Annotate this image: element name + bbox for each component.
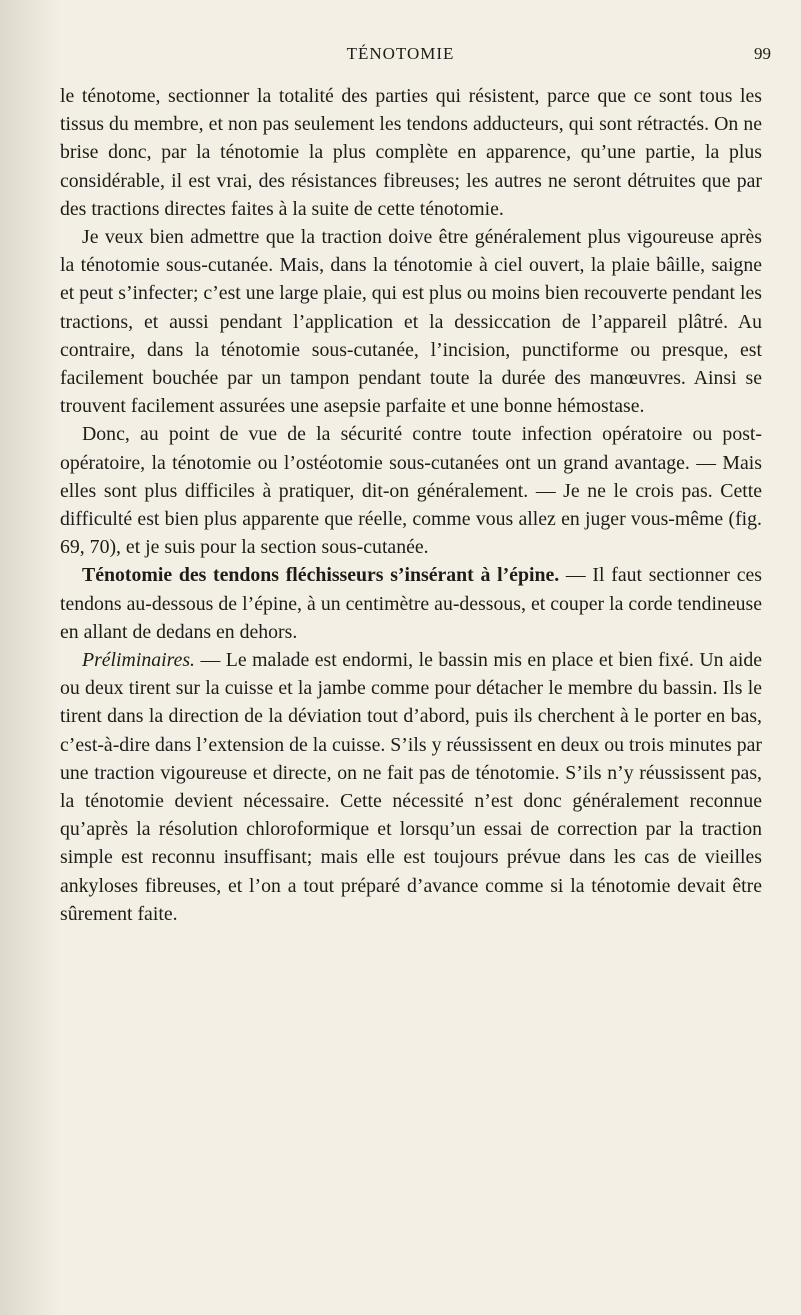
paragraph-3: Donc, au point de vue de la sécurité contre toute infection opératoire ou post-opératoire, la ténotomie ou l’ostéotomie sous-cutanées ont un grand avantage. — Mais elles sont plus difficiles à pratiquer, dit-on généralement. — Je ne le crois pas. Cette difficulté est bien plus apparente que réelle, comme vous allez en juger vous-même (fig. 69, 70), et je suis pour la section sous-cutanée.	[60, 423, 762, 559]
page-header	[0, 44, 801, 68]
section-heading-tenotomie: Ténotomie des tendons fléchisseurs s’insérant à l’épine.	[82, 564, 560, 587]
paragraph-5-text: — Le malade est endormi, le bassin mis en place et bien fixé. Un aide ou deux tirent sur la cuisse et la jambe comme pour détacher le membre du bassin. Ils le tirent dans la direction de la déviation tout d’abord, puis ils cherchent à le porter en bas, c’est-à-dire dans l’extension de la cuisse. S’ils y réussissent en deux ou trois minutes par une traction vigoureuse et directe, on ne fait pas de ténotomie. S’ils n’y réussissent pas, la ténotomie devient nécessaire. Cette nécessité n’est donc généralement reconnue qu’après la résolution chloroformique et lorsqu’un essai de correction par la traction simple est reconnu insuffisant; mais elle est toujours prévue dans les cas de vieilles ankyloses fibreuses, et l’on a tout préparé d’avance comme si la ténotomie devait être sûrement faite.	[60, 649, 762, 925]
page-edge-shadow	[0, 0, 60, 1315]
running-head: TÉNOTOMIE	[346, 44, 455, 63]
paragraph-4	[60, 561, 762, 646]
body-text	[60, 82, 762, 928]
page-number: 99	[754, 44, 771, 63]
paragraph-1: le ténotome, sectionner la totalité des parties qui résistent, parce que ce sont tous les tissus du membre, et non pas seulement les tendons adducteurs, qui sont rétractés. On ne brise donc, par la ténotomie la plus complète en apparence, qu’une partie, la plus considérable, il est vrai, des résistances fibreuses; les autres ne seront détruites que par des tractions directes faites à la suite de cette ténotomie.	[60, 85, 762, 220]
paragraph-2: Je veux bien admettre que la traction doive être généralement plus vigoureuse après la ténotomie sous-cutanée. Mais, dans la ténotomie à ciel ouvert, la plaie bâille, saigne et peut s’infecter; c’est une large plaie, qui est plus ou moins bien recouverte pendant les tractions, et aussi pendant l’application et la dessiccation de l’appareil plâtré. Au contraire, dans la ténotomie sous-cutanée, l’incision, punctiforme ou presque, est facilement bouchée par un tampon pendant toute la durée des manœuvres. Ainsi se trouvent facilement assurées une asepsie parfaite et une bonne hémostase.	[60, 226, 762, 418]
paragraph-5	[60, 646, 762, 928]
paragraph-4-text: — Il faut sectionner ces tendons au-dessous de l’épine, à un centimètre au-dessous, et couper la corde tendineuse en allant de dedans en dehors.	[60, 564, 762, 643]
section-heading-preliminaires: Préliminaires.	[82, 649, 195, 672]
